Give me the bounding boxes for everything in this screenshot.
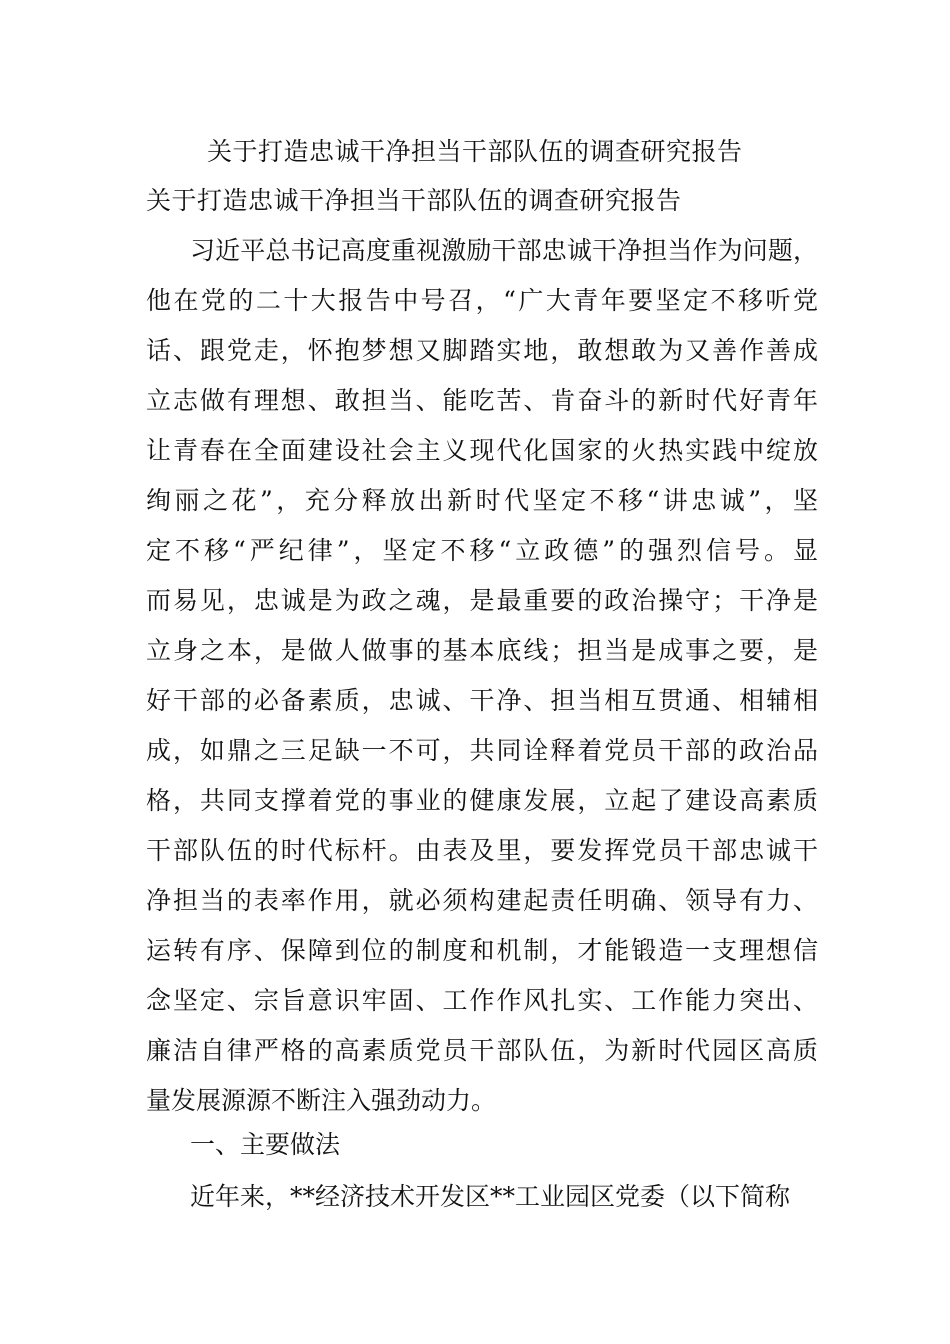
section-heading: 一、主要做法 xyxy=(190,1130,341,1159)
paragraph-line: 他在党的二十大报告中号召，“广大青年要坚定不移听党 xyxy=(146,286,818,315)
paragraph-line: 干部队伍的时代标杆。由表及里，要发挥党员干部忠诚干 xyxy=(146,836,818,865)
paragraph-line: 绚丽之花”，充分释放出新时代坚定不移“讲忠诚”，坚 xyxy=(146,486,818,515)
paragraph-line: 立志做有理想、敢担当、能吃苦、肯奋斗的新时代好青年 xyxy=(146,386,818,415)
paragraph-line: 好干部的必备素质，忠诚、干净、担当相互贯通、相辅相 xyxy=(146,686,818,715)
paragraph-line: 定不移“严纪律”，坚定不移“立政德”的强烈信号。显 xyxy=(146,536,818,565)
paragraph-line: 净担当的表率作用，就必须构建起责任明确、领导有力、 xyxy=(146,886,818,915)
paragraph-line: 念坚定、宗旨意识牢固、工作作风扎实、工作能力突出、 xyxy=(146,986,818,1015)
paragraph-line: 话、跟党走，怀抱梦想又脚踏实地，敢想敢为又善作善成 xyxy=(146,336,818,365)
document-subtitle: 关于打造忠诚干净担当干部队伍的调查研究报告 xyxy=(146,186,682,215)
paragraph-line: 运转有序、保障到位的制度和机制，才能锻造一支理想信 xyxy=(146,936,818,965)
paragraph-line: 格，共同支撑着党的事业的健康发展，立起了建设高素质 xyxy=(146,786,818,815)
paragraph-line: 让青春在全面建设社会主义现代化国家的火热实践中绽放 xyxy=(146,436,818,465)
paragraph-line: 成，如鼎之三足缺一不可，共同诠释着党员干部的政治品 xyxy=(146,736,818,765)
paragraph-line: 立身之本，是做人做事的基本底线；担当是成事之要，是 xyxy=(146,636,818,665)
paragraph-line: 量发展源源不断注入强劲动力。 xyxy=(146,1086,497,1115)
paragraph-2-line: 近年来，**经济技术开发区**工业园区党委（以下简称 xyxy=(190,1182,791,1211)
paragraph-line: 廉洁自律严格的高素质党员干部队伍，为新时代园区高质 xyxy=(146,1036,818,1065)
paragraph-line: 而易见，忠诚是为政之魂，是最重要的政治操守；干净是 xyxy=(146,586,818,615)
paragraph-line: 习近平总书记高度重视激励干部忠诚干净担当作为问题， xyxy=(190,236,818,265)
document-title: 关于打造忠诚干净担当干部队伍的调查研究报告 xyxy=(207,137,743,166)
